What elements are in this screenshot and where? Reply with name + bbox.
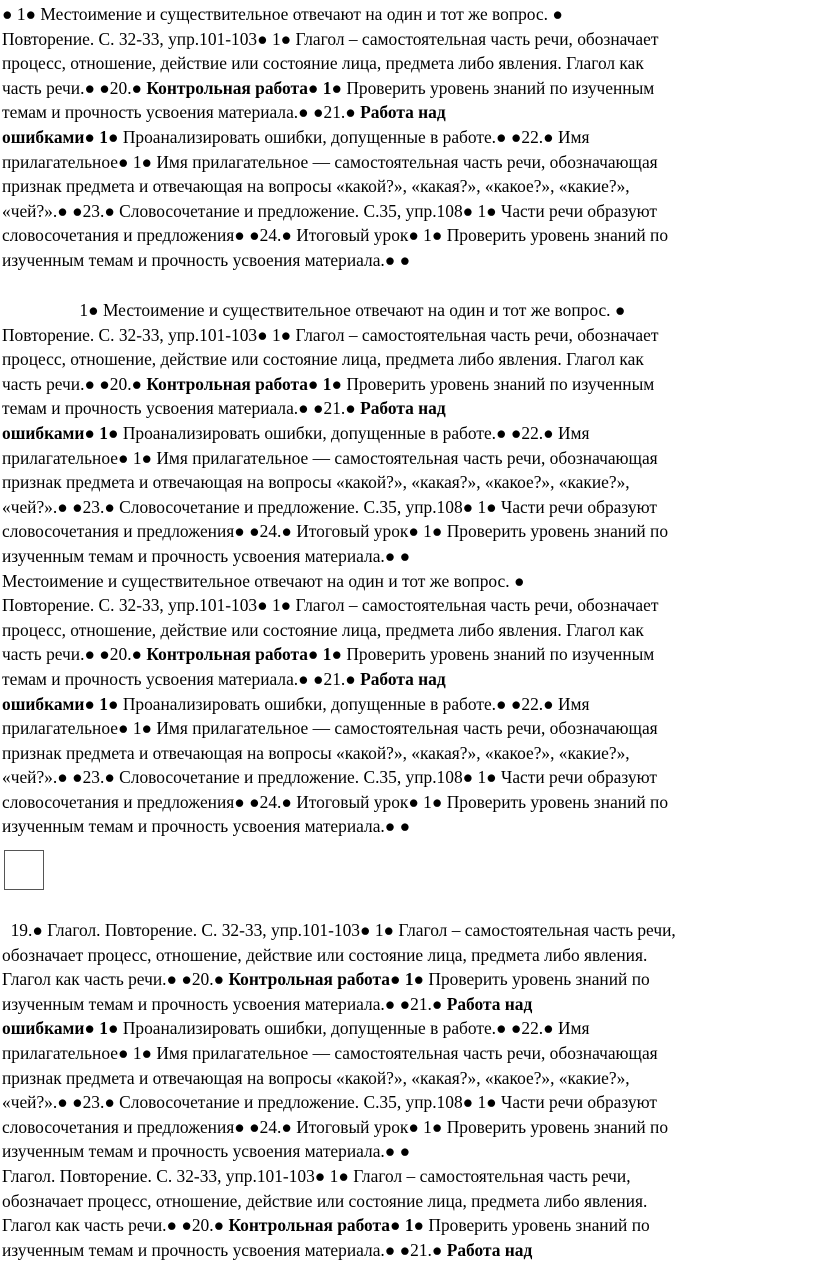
text-line: Местоимение и существительное отвечают на один и тот же вопрос. ● — [2, 570, 525, 591]
text-line: ошибками● 1● Проанализировать ошибки, допущенные в работе.● ●22.● Имя — [2, 126, 590, 147]
text-line: словосочетания и предложения● ●24.● Итоговый урок● 1● Проверить уровень знаний по — [2, 225, 669, 246]
text-line: Повторение. С. 32-33, упр.101-103● 1● Глагол – самостоятельная часть речи, обозначает — [2, 595, 659, 616]
text-line: прилагательное● 1● Имя прилагательное — самостоятельная часть речи, обозначающая — [2, 1042, 658, 1063]
text-line: обозначает процесс, отношение, действие или состояние лица, предмета либо явления. — [2, 1190, 648, 1211]
text-line: «чей?».● ●23.● Словосочетание и предложение. С.35, упр.108● 1● Части речи образуют — [2, 767, 657, 788]
text-line: Глагол. Повторение. С. 32-33, упр.101-103● 1● Глагол – самостоятельная часть речи, — [2, 1165, 631, 1186]
text-line: «чей?».● ●23.● Словосочетание и предложение. С.35, упр.108● 1● Части речи образуют — [2, 200, 657, 221]
text-line: изученным темам и прочность усвоения материала.● ●21.● Работа над — [2, 1239, 533, 1260]
text-line: ошибками● 1● Проанализировать ошибки, допущенные в работе.● ●22.● Имя — [2, 693, 590, 714]
text-line: Повторение. С. 32-33, упр.101-103● 1● Глагол – самостоятельная часть речи, обозначает — [2, 324, 659, 345]
text-line: прилагательное● 1● Имя прилагательное — самостоятельная часть речи, обозначающая — [2, 151, 658, 172]
text-line: признак предмета и отвечающая на вопросы «какой?», «какая?», «какое?», «какие?», — [2, 1067, 630, 1088]
text-line: признак предмета и отвечающая на вопросы «какой?», «какая?», «какое?», «какие?», — [2, 472, 630, 493]
text-line: процесс, отношение, действие или состояние лица, предмета либо явления. Глагол как — [2, 53, 644, 74]
text-block-3 — [2, 918, 802, 1262]
text-line: 19.● Глагол. Повторение. С. 32-33, упр.101-103● 1● Глагол – самостоятельная часть речи, — [10, 920, 676, 940]
text-line: Повторение. С. 32-33, упр.101-103● 1● Глагол – самостоятельная часть речи, обозначает — [2, 28, 659, 49]
text-line: часть речи.● ●20.● Контрольная работа● 1● Проверить уровень знаний по изученным — [2, 644, 655, 665]
text-line: часть речи.● ●20.● Контрольная работа● 1● Проверить уровень знаний по изученным — [2, 77, 655, 98]
text-line: «чей?».● ●23.● Словосочетание и предложение. С.35, упр.108● 1● Части речи образуют — [2, 1092, 657, 1113]
text-line: изученным темам и прочность усвоения материала.● ● — [2, 816, 411, 837]
text-line: словосочетания и предложения● ●24.● Итоговый урок● 1● Проверить уровень знаний по — [2, 521, 669, 542]
text-line: прилагательное● 1● Имя прилагательное — самостоятельная часть речи, обозначающая — [2, 447, 658, 468]
text-line: темам и прочность усвоения материала.● ●21.● Работа над — [2, 668, 446, 689]
text-line: изученным темам и прочность усвоения материала.● ● — [2, 545, 411, 566]
text-line: обозначает процесс, отношение, действие или состояние лица, предмета либо явления. — [2, 944, 648, 965]
text-line: темам и прочность усвоения материала.● ●21.● Работа над — [2, 398, 446, 419]
text-line: ошибками● 1● Проанализировать ошибки, допущенные в работе.● ●22.● Имя — [2, 422, 590, 443]
text-line: изученным темам и прочность усвоения материала.● ● — [2, 1141, 411, 1162]
text-block-1 — [2, 2, 802, 273]
text-line: Глагол как часть речи.● ●20.● Контрольная работа● 1● Проверить уровень знаний по — [2, 969, 650, 990]
text-line: процесс, отношение, действие или состояние лица, предмета либо явления. Глагол как — [2, 619, 644, 640]
text-line: словосочетания и предложения● ●24.● Итоговый урок● 1● Проверить уровень знаний по — [2, 1116, 669, 1137]
text-line: изученным темам и прочность усвоения материала.● ●21.● Работа над — [2, 993, 533, 1014]
text-line: Глагол как часть речи.● ●20.● Контрольная работа● 1● Проверить уровень знаний по — [2, 1215, 650, 1236]
text-line: ● 1● Местоимение и существительное отвечают на один и тот же вопрос. ● — [2, 4, 563, 24]
text-line: процесс, отношение, действие или состояние лица, предмета либо явления. Глагол как — [2, 349, 644, 370]
text-line: прилагательное● 1● Имя прилагательное — самостоятельная часть речи, обозначающая — [2, 718, 658, 739]
text-line: признак предмета и отвечающая на вопросы «какой?», «какая?», «какое?», «какие?», — [2, 176, 630, 197]
text-block-2 — [2, 298, 802, 839]
text-line: 1● Местоимение и существительное отвечают на один и тот же вопрос. ● — [79, 300, 626, 320]
text-line: часть речи.● ●20.● Контрольная работа● 1● Проверить уровень знаний по изученным — [2, 373, 655, 394]
empty-image-placeholder — [4, 850, 44, 890]
text-line: признак предмета и отвечающая на вопросы «какой?», «какая?», «какое?», «какие?», — [2, 742, 630, 763]
text-line: словосочетания и предложения● ●24.● Итоговый урок● 1● Проверить уровень знаний по — [2, 791, 669, 812]
text-line: ошибками● 1● Проанализировать ошибки, допущенные в работе.● ●22.● Имя — [2, 1018, 590, 1039]
text-line: изученным темам и прочность усвоения материала.● ● — [2, 249, 411, 270]
text-line: темам и прочность усвоения материала.● ●21.● Работа над — [2, 102, 446, 123]
text-line: «чей?».● ●23.● Словосочетание и предложение. С.35, упр.108● 1● Части речи образуют — [2, 496, 657, 517]
